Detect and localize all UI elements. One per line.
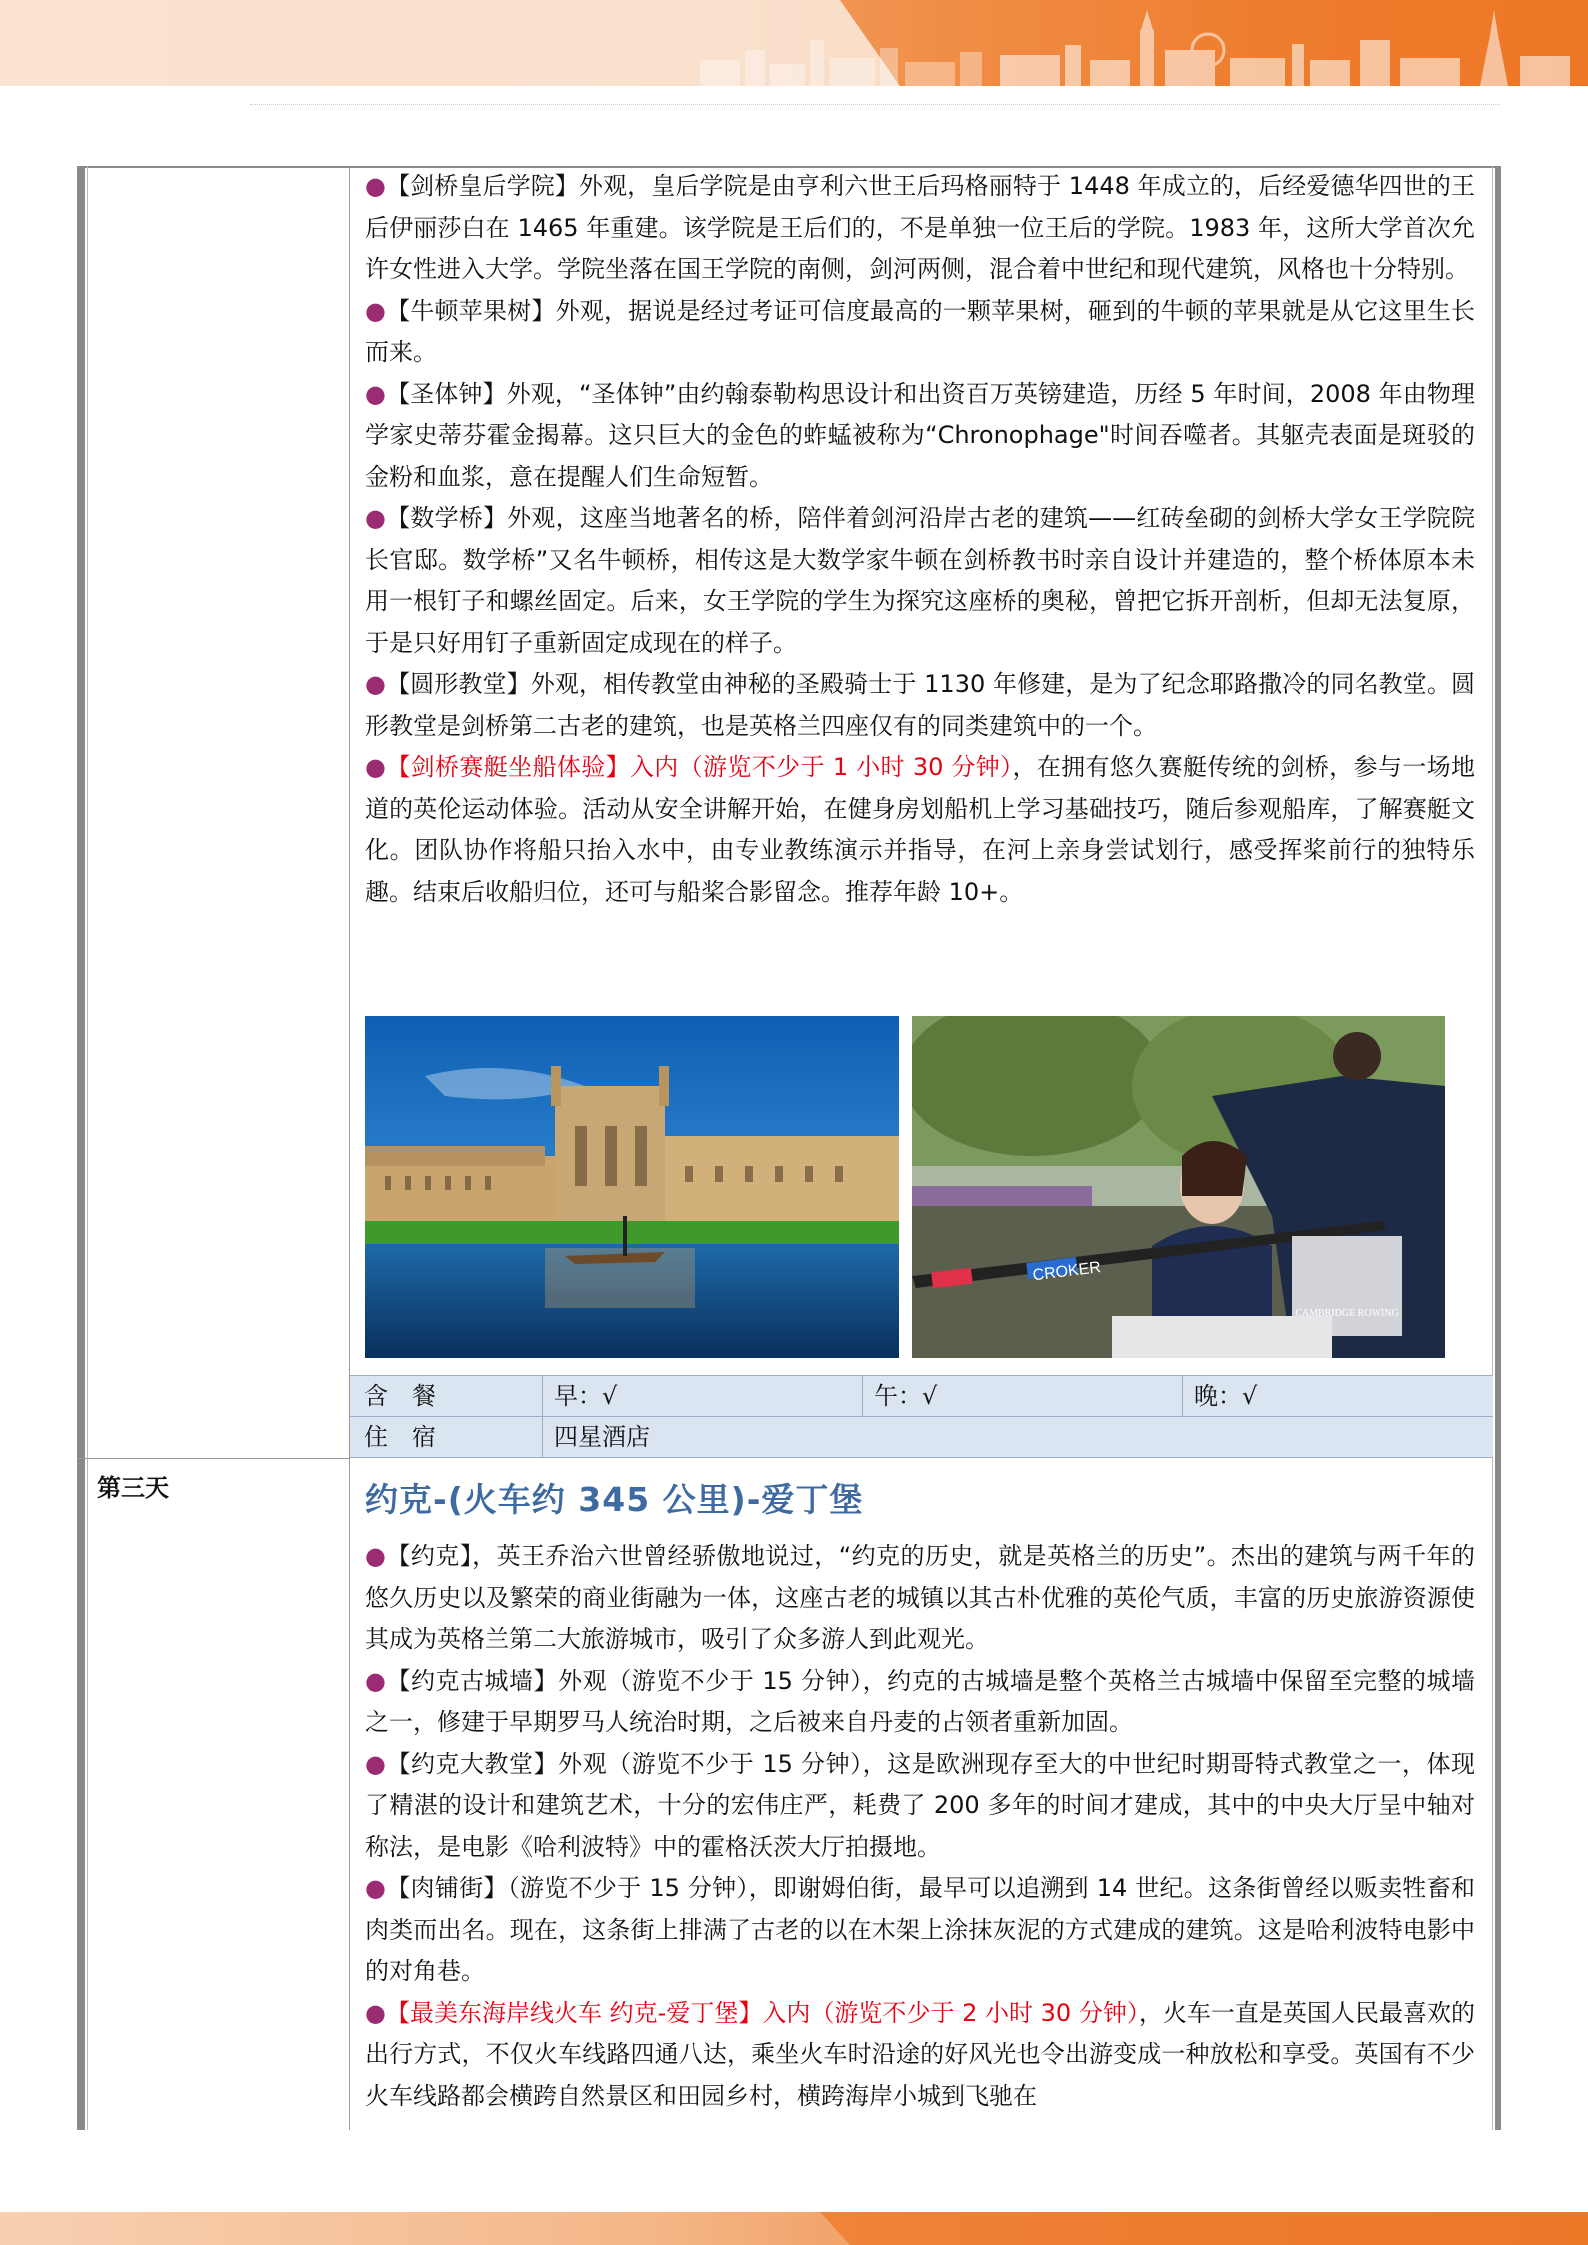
- bullet-dot: ●: [365, 753, 387, 781]
- attraction-text: ，火车一直是英国人民最喜欢的出行方式，不仅火车线路四通八达，乘坐火车时沿途的好风光也令出游变成一种放松和享受。英国有不少火车线路都会横跨自然景区和田园乡村，横跨海岸小城到飞驰在: [365, 1998, 1475, 2110]
- bullet-dot: ●: [365, 670, 387, 698]
- bullet-dot: ●: [365, 1998, 386, 2027]
- rowing-photo: [912, 1016, 1445, 1358]
- attraction-rowing-experience: [365, 747, 1475, 913]
- lodging-value: 四星酒店: [554, 1423, 650, 1451]
- attraction-title: 【肉铺街】（游览不少于 15 分钟），: [386, 1874, 774, 1902]
- lodging-divider: [542, 1417, 543, 1457]
- attraction-text: “圣体钟”由约翰泰勒构思设计和出资百万英镑建造，历经 5 年时间，2008 年由物理学家史蒂芬霍金揭幕。这只巨大的金色的蚱蜢被称为“Chronophage"时间吞噬者。其躯壳表面是斑驳的金粉和血浆，意在提醒人们生命短暂。: [365, 379, 1476, 491]
- attraction-coast-train: [365, 1993, 1475, 2118]
- breakfast-value: 早：√: [554, 1382, 618, 1410]
- bullet-dot: ●: [365, 379, 387, 408]
- table-right-border: [1495, 166, 1501, 2130]
- attraction-title: 【约克】，: [386, 1542, 497, 1570]
- attraction-title: 【圣体钟】外观，: [386, 379, 579, 408]
- attraction-shambles: [365, 1868, 1475, 1993]
- column-divider: [349, 166, 350, 2130]
- table-left-inner-border: [87, 166, 88, 2130]
- day-label: 第三天: [97, 1474, 169, 1502]
- attraction-highlight: 【最美东海岸线火车 约克-爱丁堡】入内（游览不少于 2 小时 30 分钟）: [385, 1998, 1139, 2027]
- attraction-text: 相传教堂由神秘的圣殿骑士于 1130 年修建，是为了纪念耶路撒冷的同名教堂。圆形教堂是剑桥第二古老的建筑，也是英格兰四座仅有的同类建筑中的一个。: [365, 670, 1475, 740]
- meals-divider: [862, 1376, 863, 1416]
- day3-attractions: [365, 1536, 1475, 2117]
- bullet-dot: ●: [365, 504, 387, 532]
- attraction-title: 【数学桥】外观，: [386, 504, 580, 532]
- attraction-title: 【牛顿苹果树】外观，: [386, 296, 629, 325]
- meals-divider: [542, 1376, 543, 1416]
- bullet-dot: ●: [365, 172, 387, 200]
- bullet-dot: ●: [365, 1666, 387, 1695]
- route-title: 约克-(火车约 345 公里)-爱丁堡: [365, 1480, 864, 1519]
- kings-college-photo: [365, 1016, 899, 1358]
- oar-brand-text: CROKER: [1031, 1259, 1102, 1285]
- attraction-newton-tree: [365, 291, 1475, 374]
- table-left-border: [77, 166, 85, 2130]
- meals-label: 含 餐: [364, 1382, 436, 1410]
- attraction-text: 即谢姆伯街，最早可以追溯到 14 世纪。这条街曾经以贩卖牲畜和肉类而出名。现在，这条街上排满了古老的以在木架上涂抹灰泥的方式建成的建筑。这是哈利波特电影中的对角巷。: [365, 1874, 1475, 1985]
- bullet-dot: ●: [365, 296, 387, 325]
- day-row-divider: [77, 1458, 350, 1459]
- table-right-inner-border: [1492, 166, 1493, 2130]
- bullet-dot: ●: [365, 1874, 387, 1902]
- dinner-value: 晚：√: [1194, 1382, 1258, 1410]
- lunch-value: 午：√: [874, 1382, 938, 1410]
- attraction-corpus-clock: [365, 374, 1475, 499]
- attraction-queens-college: [365, 166, 1475, 291]
- attraction-text: ，在拥有悠久赛艇传统的剑桥，参与一场地道的英伦运动体验。活动从安全讲解开始，在健身房划船机上学习基础技巧，随后参观船库，了解赛艇文化。团队协作将船只抬入水中，由专业教练演示并指导，在河上亲身尝试划行，感受挥桨前行的独特乐趣。结束后收船归位，还可与船桨合影留念。推荐年龄 10+。: [365, 753, 1475, 906]
- footer-banner: [0, 2212, 1588, 2245]
- header-divider: [250, 104, 1500, 105]
- attraction-york-minster: [365, 1744, 1475, 1869]
- attraction-york-walls: [365, 1661, 1475, 1744]
- footer-stripe-decoration: [0, 2212, 1588, 2245]
- lodging-label: 住 宿: [364, 1423, 436, 1451]
- attraction-york: [365, 1536, 1475, 1661]
- bullet-dot: ●: [365, 1749, 387, 1778]
- attraction-text: 约克的古城墙是整个英格兰古城墙中保留至完整的城墙之一，修建于早期罗马人统治时期，之后被来自丹麦的占领者重新加固。: [365, 1666, 1476, 1736]
- attraction-title: 【圆形教堂】外观，: [386, 670, 604, 698]
- attraction-text: 皇后学院是由亨利六世王后玛格丽特于 1448 年成立的，后经爱德华四世的王后伊丽莎白在 1465 年重建。该学院是王后们的，不是单独一位王后的学院。1983 年，这所大学首次允许女性进入大学。学院坐落在国王学院的南侧，剑河两侧，混合着中世纪和现代建筑，风格也十分特别。: [365, 172, 1476, 283]
- day2-attractions: [365, 166, 1475, 913]
- attraction-title: 【约克古城墙】外观（游览不少于 15 分钟），: [386, 1666, 888, 1695]
- attraction-text: 据说是经过考证可信度最高的一颗苹果树，砸到的牛顿的苹果就是从它这里生长而来。: [365, 296, 1476, 366]
- meals-divider: [1182, 1376, 1183, 1416]
- attraction-round-church: [365, 664, 1475, 747]
- rowing-club-logo-text: CAMBRIDGE ROWING: [1295, 1308, 1399, 1319]
- lodging-row: [350, 1416, 1493, 1458]
- itinerary-table: [77, 166, 1501, 2130]
- attraction-text: 这是欧洲现存至大的中世纪时期哥特式教堂之一，体现了精湛的设计和建筑艺术，十分的宏伟庄严，耗费了 200 多年的时间才建成，其中的中央大厅呈中轴对称法，是电影《哈利波特》中的霍格沃茨大厅拍摄地。: [365, 1749, 1476, 1861]
- city-skyline-decoration: [0, 0, 1588, 86]
- attraction-text: 英王乔治六世曾经骄傲地说过，“约克的历史，就是英格兰的历史”。杰出的建筑与两千年的悠久历史以及繁荣的商业街融为一体，这座古老的城镇以其古朴优雅的英伦气质，丰富的历史旅游资源使其成为英格兰第二大旅游城市，吸引了众多游人到此观光。: [365, 1542, 1475, 1653]
- meals-row: [350, 1375, 1493, 1417]
- attraction-title: 【剑桥皇后学院】外观，: [386, 172, 652, 200]
- attraction-text: 这座当地著名的桥，陪伴着剑河沿岸古老的建筑——红砖垒砌的剑桥大学女王学院院长官邸。数学桥”又名牛顿桥，相传这是大数学家牛顿在剑桥教书时亲自设计并建造的，整个桥体原本未用一根钉子和螺丝固定。后来，女王学院的学生为探究这座桥的奥秘，曾把它拆开剖析，但却无法复原，于是只好用钉子重新固定成现在的样子。: [365, 504, 1476, 657]
- attraction-title: 【约克大教堂】外观（游览不少于 15 分钟），: [386, 1749, 888, 1778]
- attraction-highlight: 【剑桥赛艇坐船体验】入内（游览不少于 1 小时 30 分钟）: [386, 753, 1013, 781]
- bullet-dot: ●: [365, 1542, 387, 1570]
- header-banner: [0, 0, 1588, 86]
- attraction-math-bridge: [365, 498, 1475, 664]
